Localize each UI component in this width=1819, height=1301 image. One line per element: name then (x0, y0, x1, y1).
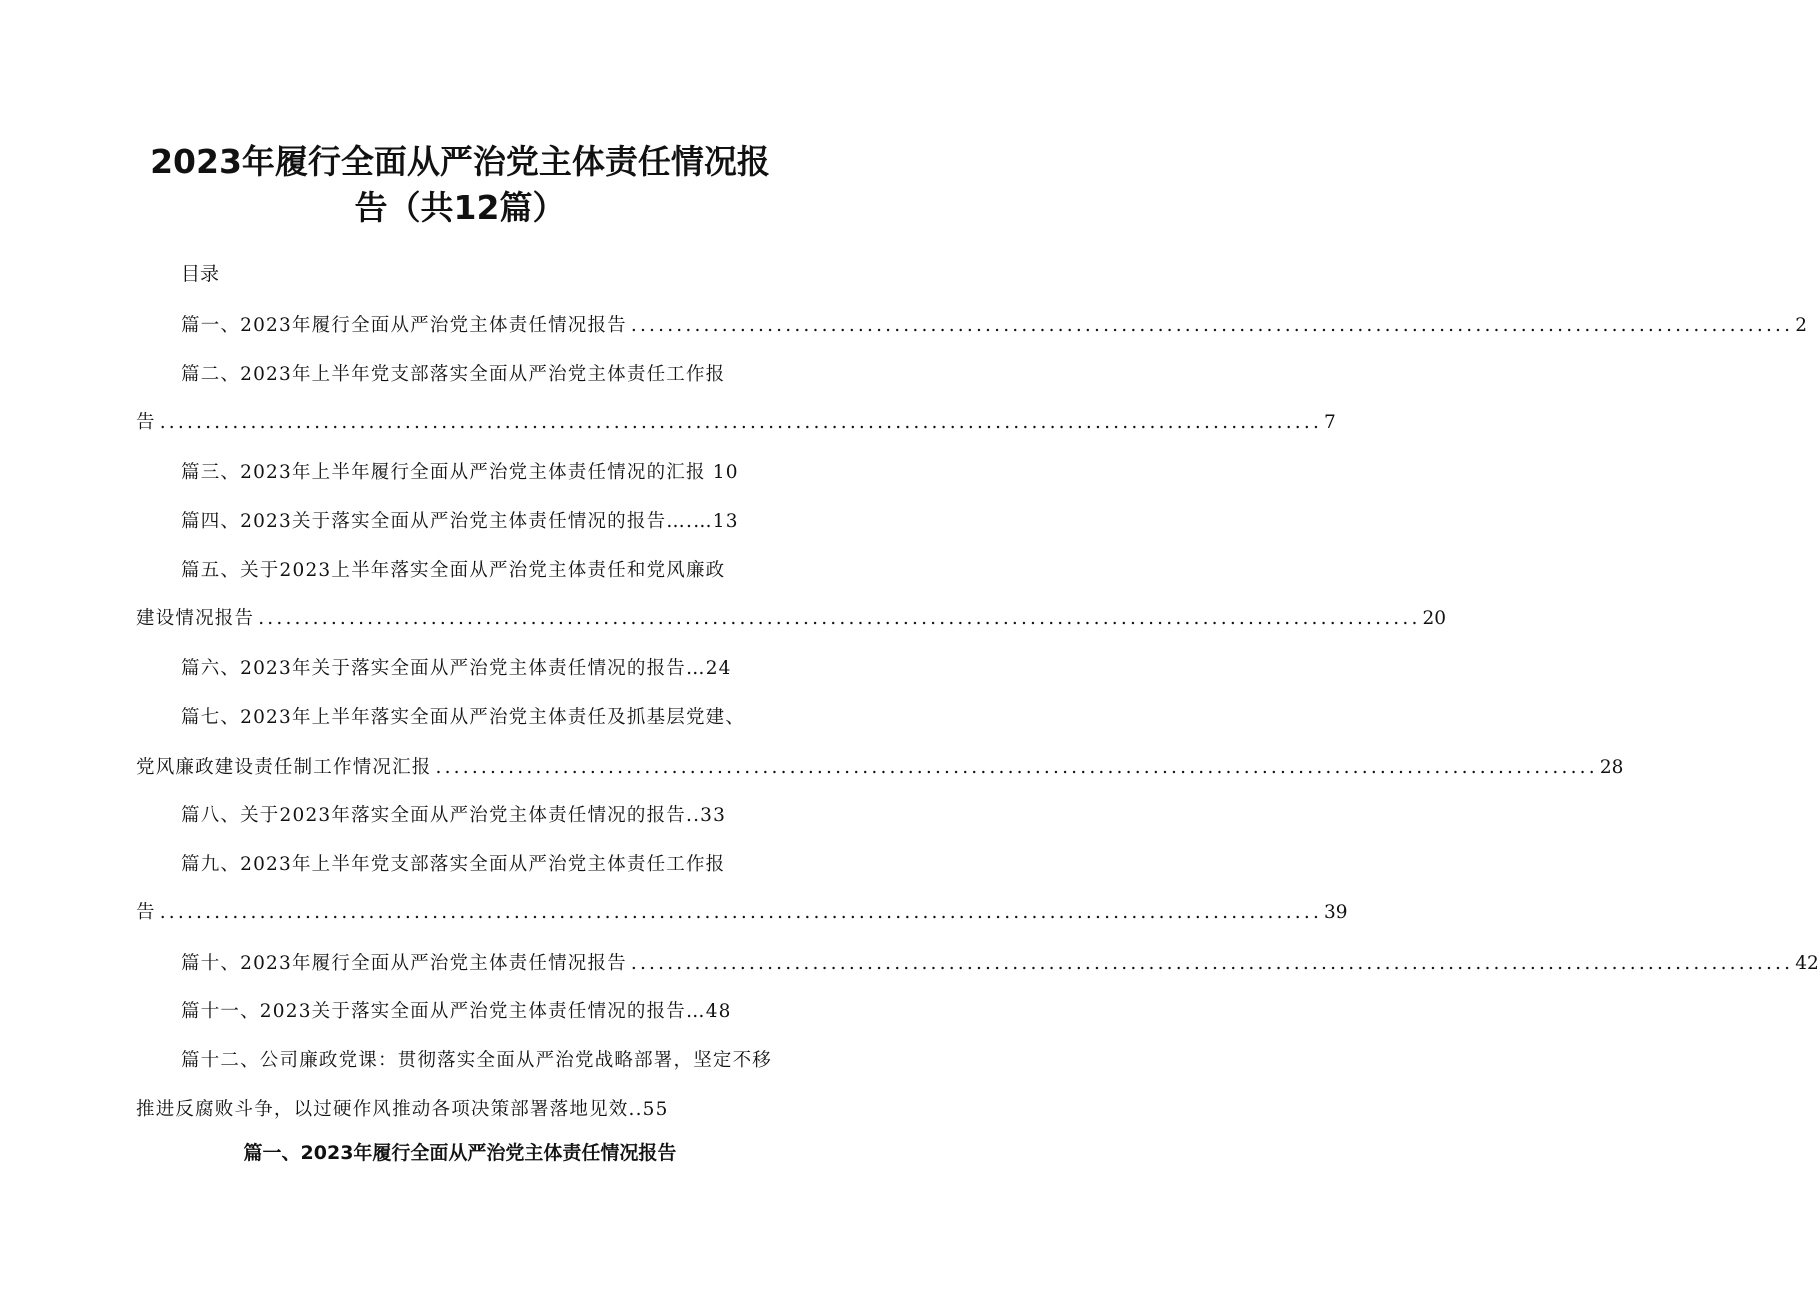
dot-leader: ................................................................................................................................ (159, 412, 1323, 433)
toc-entry-text: 篇十一、2023关于落实全面从严治党主体责任情况的报告… (181, 1001, 706, 1022)
toc-entry-10[interactable] (181, 951, 1819, 977)
toc-page-number: 24 (705, 658, 732, 679)
dot-leader: ................................................................................................................................ (258, 608, 1421, 629)
toc-entry-text: 篇五、关于2023上半年落实全面从严治党主体责任和党风廉政 (181, 560, 726, 581)
toc-entry-text: 篇二、2023年上半年党支部落实全面从严治党主体责任工作报 (181, 364, 726, 385)
toc-entry-text: 篇八、关于2023年落实全面从严治党主体责任情况的报告.. (181, 805, 701, 826)
toc-entry-11[interactable] (181, 999, 732, 1025)
toc-entry-5-line-2[interactable] (136, 606, 1447, 632)
toc-entry-6[interactable] (181, 656, 732, 682)
toc-page-number: 48 (705, 1001, 732, 1022)
toc-entry-12-line-2[interactable] (136, 1097, 669, 1123)
section-heading: 篇一、2023年履行全面从严治党主体责任情况报告 (243, 1142, 677, 1164)
toc-page-number: 20 (1422, 608, 1447, 629)
toc-entry-text: 篇十、2023年履行全面从严治党主体责任情况报告 (181, 953, 627, 974)
toc-entry-text: 篇七、2023年上半年落实全面从严治党主体责任及抓基层党建、 (181, 707, 746, 728)
toc-page-number: 33 (700, 805, 727, 826)
toc-page-number: 7 (1324, 412, 1336, 433)
toc-entry-7-line-1[interactable] (181, 705, 745, 731)
toc-entry-text: 篇一、2023年履行全面从严治党主体责任情况报告 (181, 315, 627, 336)
toc-entry-9-line-2[interactable] (136, 900, 1348, 926)
toc-entry-2-line-1[interactable] (181, 362, 725, 388)
toc-entry-5-line-1[interactable] (181, 558, 725, 584)
toc-entry-text: 篇四、2023关于落实全面从严治党主体责任情况的报告….… (181, 511, 713, 532)
toc-entry-7-line-2[interactable] (136, 755, 1624, 781)
toc-entry-text: 篇十二、公司廉政党课：贯彻落实全面从严治党战略部署，坚定不移 (181, 1050, 773, 1071)
toc-entry-text: 告 (136, 412, 156, 433)
toc-entry-4[interactable] (181, 509, 739, 535)
toc-page-number: 42 (1795, 953, 1819, 974)
toc-label: 目录 (181, 263, 220, 285)
dot-leader: ................................................................................................................................ (630, 315, 1794, 336)
dot-leader: ................................................................................................................................ (435, 757, 1598, 778)
toc-page-number: 10 (712, 462, 739, 483)
dot-leader: ................................................................................................................................ (159, 902, 1323, 923)
toc-entry-text: 推进反腐败斗争，以过硬作风推动各项决策部署落地见效.. (136, 1099, 643, 1120)
toc-entry-text: 建设情况报告 (136, 608, 255, 629)
toc-page-number: 39 (1324, 902, 1348, 923)
toc-entry-8[interactable] (181, 803, 726, 829)
toc-entry-text: 篇三、2023年上半年履行全面从严治党主体责任情况的汇报 (181, 462, 706, 483)
toc-entry-text: 篇六、2023年关于落实全面从严治党主体责任情况的报告… (181, 658, 706, 679)
document-title-line-2: 告（共12篇） (354, 188, 566, 227)
toc-page-number: 28 (1599, 757, 1624, 778)
toc-entry-2-line-2[interactable] (136, 410, 1336, 436)
toc-entry-12-line-1[interactable] (181, 1048, 772, 1074)
toc-entry-1[interactable] (181, 313, 1807, 339)
toc-page-number: 55 (642, 1099, 669, 1120)
toc-entry-text: 党风廉政建设责任制工作情况汇报 (136, 757, 432, 778)
toc-page-number: 2 (1795, 315, 1807, 336)
toc-entry-text: 篇九、2023年上半年党支部落实全面从严治党主体责任工作报 (181, 854, 726, 875)
toc-page-number: 13 (712, 511, 739, 532)
toc-entry-text: 告 (136, 902, 156, 923)
dot-leader: ................................................................................................................................ (630, 953, 1794, 974)
toc-entry-3[interactable] (181, 460, 739, 486)
document-title-line-1: 2023年履行全面从严治党主体责任情况报 (150, 142, 770, 181)
toc-entry-9-line-1[interactable] (181, 852, 725, 878)
